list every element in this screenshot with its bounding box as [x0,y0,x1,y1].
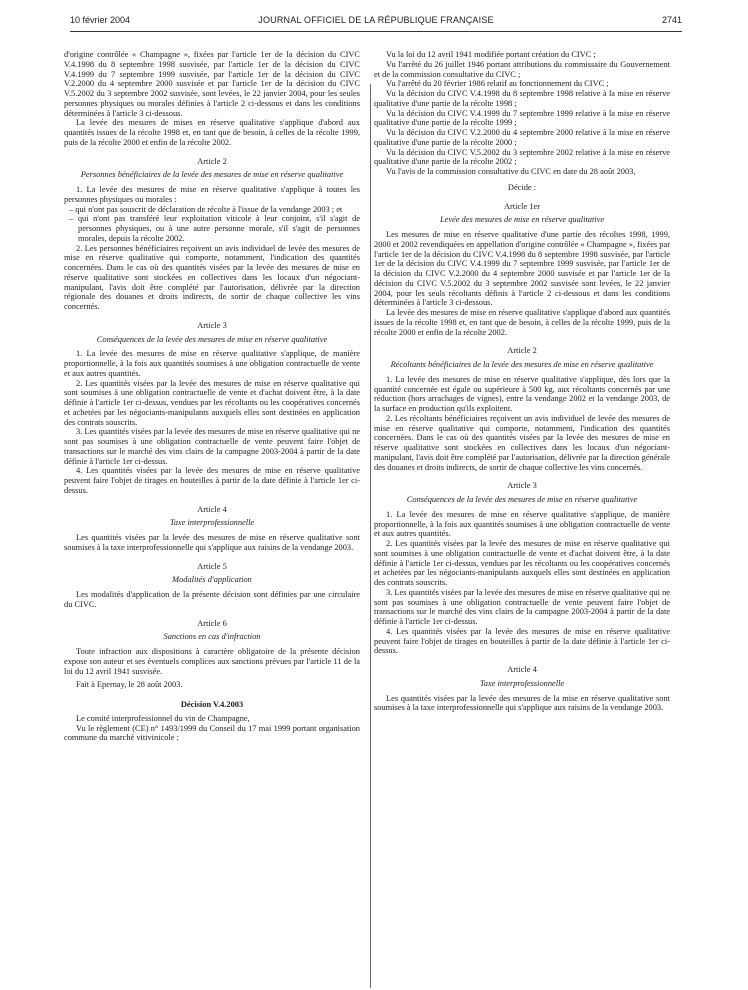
article-heading: Article 1er [503,201,541,211]
article-subtitle: Sanctions en cas d'infraction [163,632,261,642]
article-heading: Article 2 [507,346,537,356]
page-header [70,15,682,29]
header-page-number: 2741 [661,15,682,25]
article-heading: Article 2 [197,156,227,166]
article-subtitle: Personnes bénéficiaires de la levée des mesures de mise en réserve qualitative [80,170,344,180]
decision-paragraph: Le comité interprofessionnel du vin de Champagne, [76,713,250,723]
article-subtitle: Taxe interprofessionnelle [169,518,255,528]
article-paragraph: 2. Les personnes bénéficiaires reçoivent un avis individuel de levée des mesures de mise en réserve qualitative qui comporte, notamment, l'indication des quantités concernées. Dans le cas où des quantités visées par la levée des mesures de mise en réserve qualitative sont stockées en collectives dans les locaux d'un négociant-manipulant, l'avis doit être complété par l'autorisation, délivrée par la direction régionale des douanes et droits indirects, de sortir de chaque collective les vins concernés. [64,243,360,311]
vu-paragraph: Vu l'arrêté du 26 juillet 1946 portant attributions du commissaire du Gouvernement et de la commission consultative du CIVC ; [374,59,670,79]
article-paragraph: 3. Les quantités visées par la levée des mesures de mise en réserve qualitative qui ne sont pas soumises à une obligation contractuelle de vente peuvent faire l'objet de transactions sur le marché des vins clairs de la campagne 2003-2004 à partir de la date définie à l'article 1er ci-dessus. [374,587,670,626]
article-subtitle: Taxe interprofessionnelle [479,678,565,688]
article-paragraph: Les mesures de mise en réserve qualitative d'une partie des récoltes 1998, 1999, 2000 et 2002 revendiquées en appellation d'origine contrôlée « Champagne », fixées par l'article 1er de la décision du CIVC V.4.1998 du 8 septembre 1998 susvisée, par l'article 1er de la décision du CIVC V.4.1999 du 7 septembre 1999 susvisée, par l'article 1er de la décision du CIVC V.2.2000 du 4 septembre 2000 susvisée et par l'article 1er de la décision du CIVC V.5.2002 du 3 septembre 2002 susvisée sont levées, le 22 janvier 2004, pour les seuls récoltants définis à l'article 2 ci-dessous et dans les conditions déterminées à l'article 3 ci-dessous. [374,230,670,308]
left-intro-paragraph: La levée des mesures de mises en réserve qualitative s'applique d'abord aux quantités issues de la récolte 1998 et, en tant que de besoin, à celles de la récolte 1999, puis de la récolte 2000 et enfin de la récolte 2002. [64,118,360,147]
left-intro-paragraph: d'origine contrôlée « Champagne », fixées par l'article 1er de la décision du CIVC V.4.1998 du 8 septembre 1998 susvisée, par l'article 1er de la décision du CIVC V.4.1999 du 7 septembre 1999 susvisée, par l'article 1er de la décision du CIVC V.2.2000 du 4 septembre 2000 susvisée et par l'article 1er de la décision du CIVC V.5.2002 du 3 septembre 2002 susvisée, sont levées, le 22 janvier 2004, pour les seules personnes physiques ou morales définies à l'article 2 ci-dessous et dans les conditions déterminées à l'article 3 ci-dessous. [64,50,360,118]
signature-line: Fait à Epernay, le 28 août 2003. [76,680,183,690]
header-journal-title: JOURNAL OFFICIEL DE LA RÉPUBLIQUE FRANÇAISE [258,15,494,25]
header-date: 10 février 2004 [70,15,131,25]
vu-paragraph: Vu la décision du CIVC V.4.1999 du 7 septembre 1999 relative à la mise en réserve qualitative d'une partie de la récolte 1999 ; [374,108,670,128]
article-paragraph: 1. La levée des mesures de mise en réserve qualitative s'applique, de manière proportionnelle, à la fois aux quantités soumises à une obligation contractuelle de vente et aux autres quantités. [374,509,670,539]
decide-heading: Décide : [507,182,537,192]
header-rule [70,31,682,32]
decision-paragraph: Vu le règlement (CE) n° 1493/1999 du Conseil du 17 mai 1999 portant organisation commune du marché vitivinicole ; [64,723,360,743]
article-paragraph: La levée des mesures de mise en réserve qualitative s'applique d'abord aux quantités issues de la récolte 1998 et, en tant que de besoin, à celles de la récolte 1999, puis de la récolte 2000 et enfin de la récolte 2002. [374,308,670,337]
vu-paragraph: Vu la décision du CIVC V.2.2000 du 4 septembre 2000 relative à la mise en réserve qualitative d'une partie de la récolte 2000 ; [374,128,670,147]
article-subtitle: Conséquences de la levée des mesures de mise en réserve qualitative [406,495,638,504]
article-paragraph: Les quantités visées par la levée des mesures de la mise en réserve qualitative sont soumises à la taxe interprofessionnelle qui s'applique aux raisins de la vendange 2003. [374,693,670,713]
article-heading: Article 6 [197,618,227,628]
article-subtitle: Modalités d'application [172,575,252,585]
vu-paragraph: Vu l'arrêté du 20 février 1986 relatif au fonctionnement du CIVC ; [386,79,609,89]
article-subtitle: Levée des mesures de mise en réserve qualitative [439,215,605,225]
article-paragraph: 1. La levée des mesures de mise en réserve qualitative s'applique, dès lors que la quantité concernée est égale ou supérieure à 500 kg, aux récoltants concernés par une réduction (hors arrachages de vignes), entre la vendange 2002 et la vendange 2003, de la surface en production qu'ils exploitent. [374,374,670,413]
article-subtitle: Récoltants bénéficiaires de la levée des mesures de mise en réserve qualitative [390,360,654,369]
article-paragraph: 4. Les quantités visées par la levée des mesures de mise en réserve qualitative peuvent faire l'objet de tirages en bouteilles à partir de la date définie à l'article 1er ci-dessus. [64,466,360,495]
decision-title: Décision V.4.2003 [180,700,244,709]
article-heading: Article 3 [197,320,227,330]
right-column [374,50,670,713]
vu-paragraph: Vu la décision du CIVC V.5.2002 du 3 septembre 2002 relative à la mise en réserve qualitative d'une partie de la récolte 2002 ; [374,147,670,167]
article-paragraph: 3. Les quantités visées par la levée des mesures de mise en réserve qualitative qui ne sont pas soumises à une obligation contractuelle de vente peuvent faire l'objet de transactions sur le marché des vins clairs de la campagne 2003-2004 à partir de la date définie à l'article 1er ci-dessus. [64,427,360,466]
article-paragraph: 1. La levée des mesures de mise en réserve qualitative s'applique à toutes les personnes physiques ou morales : [64,185,360,204]
column-separator [370,84,371,988]
vu-paragraph: Vu la loi du 12 avril 1941 modifiée portant création du CIVC ; [386,50,596,59]
article-heading: Article 4 [507,665,537,674]
article-paragraph: 2. Les quantités visées par la levée des mesures de mise en réserve qualitative qui sont soumises à une obligation contractuelle de vente et d'achat doivent être, à la date définie à l'article 1er ci-dessus, vendues par les récoltants ou les coopératives concernés et achetées par les négociants-manipulants auxquels elles sont destinées en application des contrats souscrits. [374,539,670,587]
article-paragraph: Toute infraction aux dispositions à caractère obligatoire de la présente décision expose son auteur et ses éventuels complices aux sanctions prévues par l'article 11 de la loi du 12 avril 1941 susvisée. [64,647,360,676]
article-heading: Article 4 [197,504,227,514]
article-paragraph: 2. Les récoltants bénéficiaires reçoivent un avis individuel de levée des mesures de mise en réserve qualitative qui comporte, notamment, l'indication des quantités concernées. Dans le cas où des quantités visées par la levée des mesures de mise en réserve qualitative sont stockées en collectives dans les locaux d'un négociant-manipulant, l'avis doit être complété par l'autorisation, délivrée par la direction générale des douanes et droits indirects, de sortir de chaque collective les vins concernés. [374,413,670,472]
article-paragraph: 1. La levée des mesures de mise en réserve qualitative s'applique, de manière proportionnelle, à la fois aux quantités soumises à une obligation contractuelle de vente et aux autres quantités. [64,349,360,378]
left-column [64,50,360,743]
list-item: – qui n'ont pas souscrit de déclaration de récolte à l'issue de la vendange 2003 ; et [69,204,343,214]
article-heading: Article 5 [197,561,227,571]
article-heading: Article 3 [507,481,537,491]
article-paragraph: Les quantités visées par la levée des mesures de mise en réserve qualitative sont soumises à la taxe interprofessionnelle qui s'applique aux raisins de la vendange 2003. [64,533,360,552]
list-item: – qui n'ont pas transféré leur exploitation viticole à leur conjoint, s'il s'agit de personnes physiques, ou à une autre personne morale, s'il s'agit de personnes morales, depuis la récolte 2002. [69,214,360,243]
vu-paragraph: Vu la décision du CIVC V.4.1998 du 8 septembre 1998 relative à la mise en réserve qualitative d'une partie de la récolte 1998 ; [374,89,670,108]
article-subtitle: Conséquences de la levée des mesures de mise en réserve qualitative [96,334,328,344]
vu-paragraph: Vu l'avis de la commission consultative du CIVC en date du 28 août 2003, [386,167,636,176]
article-paragraph: 4. Les quantités visées par la levée des mesures de mise en réserve qualitative peuvent faire l'objet de tirages en bouteilles à partir de la date définie à l'article 1er ci-dessus. [374,626,670,656]
article-paragraph: 2. Les quantités visées par la levée des mesures de mise en réserve qualitative qui sont soumises à une obligation contractuelle de vente et d'achat doivent être, à la date définie à l'article 1er ci-dessus, vendues par les récoltants ou les coopératives concernés et achetées par les négociants-manipulants auxquels elles sont destinées en application des contrats souscrits. [64,378,360,427]
article-paragraph: Les modalités d'application de la présente décision sont définies par une circulaire du CIVC. [64,590,360,609]
